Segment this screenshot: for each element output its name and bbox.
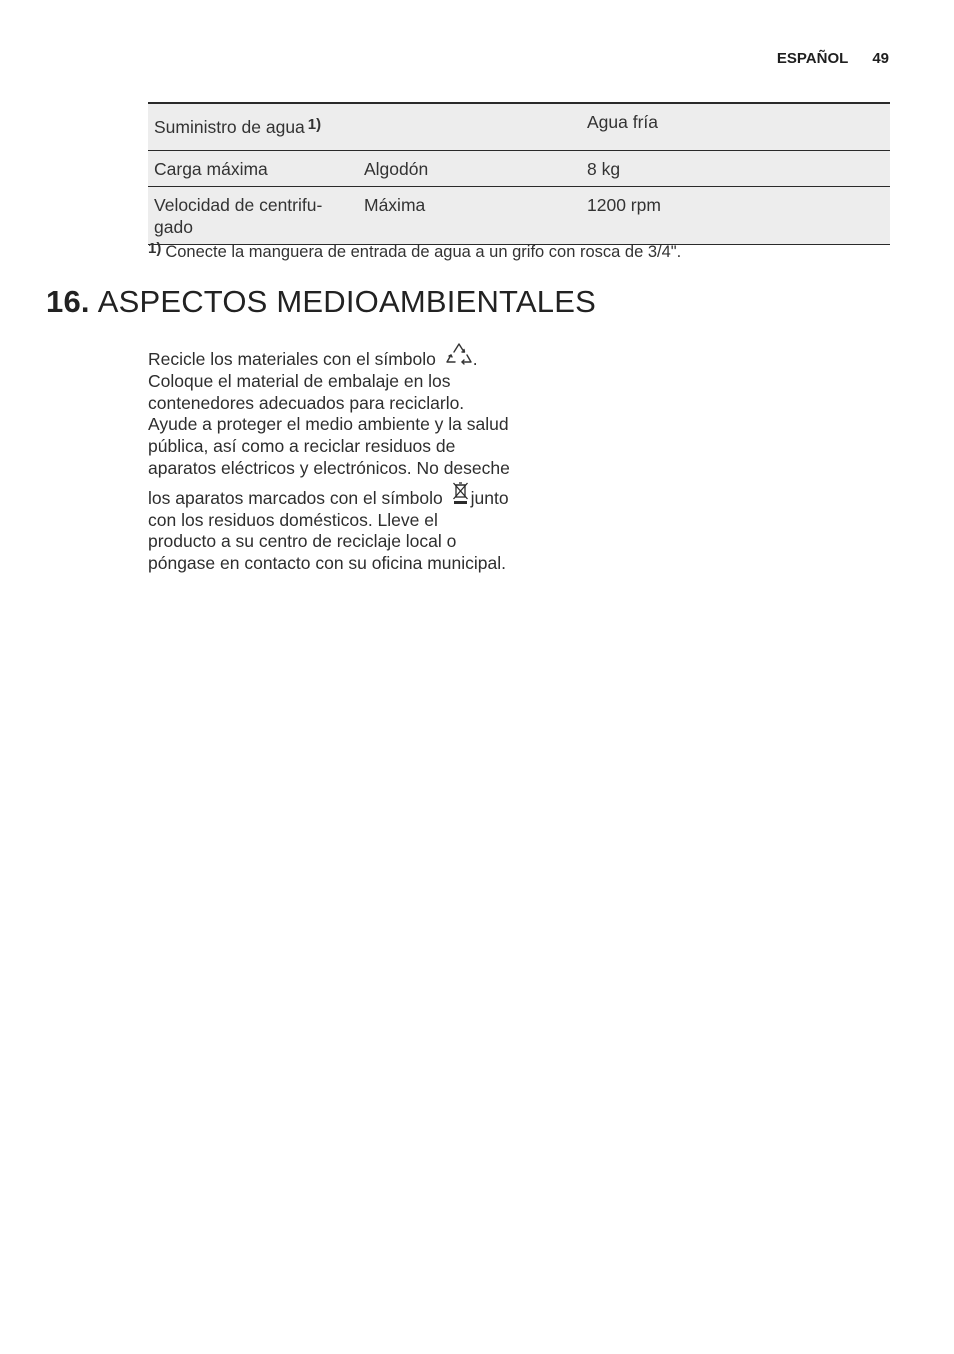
table-cell-label: Velocidad de centrifu- gado (148, 187, 358, 245)
table-row (148, 103, 890, 151)
table-row (148, 187, 890, 245)
footnote-mark: 1) (148, 240, 162, 257)
footnote-ref: 1) (307, 116, 322, 133)
table-cell-value: 1200 rpm (581, 187, 890, 245)
table-cell-sub (358, 103, 581, 151)
section-number: 16. (46, 284, 90, 319)
table-footnote (148, 240, 682, 262)
table-cell-sub: Algodón (358, 151, 581, 187)
page-header (777, 50, 889, 67)
spec-table (148, 102, 890, 245)
environment-paragraph: Recicle los materiales con el símbolo . Coloque el material de embalaje en los contenedores adecuados para reciclarlo. Ayude a proteger el medio ambiente y la salud pública, así como a reciclar residuos de aparatos eléctricos y electrónicos. No deseche los aparatos marcados con el símbolo junto con los residuos domésticos. Lleve el producto a su centro de reciclaje local o póngase en contacto con su oficina municipal. (148, 339, 510, 575)
header-language: ESPAÑOL (776, 50, 849, 67)
table-cell-value: Agua fría (581, 103, 890, 151)
footnote-text: Conecte la manguera de entrada de agua a un grifo con rosca de 3/4". (165, 243, 682, 261)
table-row (148, 151, 890, 187)
section-title (46, 284, 596, 320)
table-cell-label: Carga máxima (148, 151, 358, 187)
recycle-icon (445, 342, 473, 368)
crossed-out-bin-icon (452, 481, 469, 505)
section-title-text: ASPECTOS MEDIOAMBIENTALES (97, 284, 596, 319)
table-cell-value: 8 kg (581, 151, 890, 187)
table-cell-label: Suministro de agua 1) (148, 103, 358, 151)
page-number: 49 (872, 50, 889, 67)
table-cell-sub: Máxima (358, 187, 581, 245)
